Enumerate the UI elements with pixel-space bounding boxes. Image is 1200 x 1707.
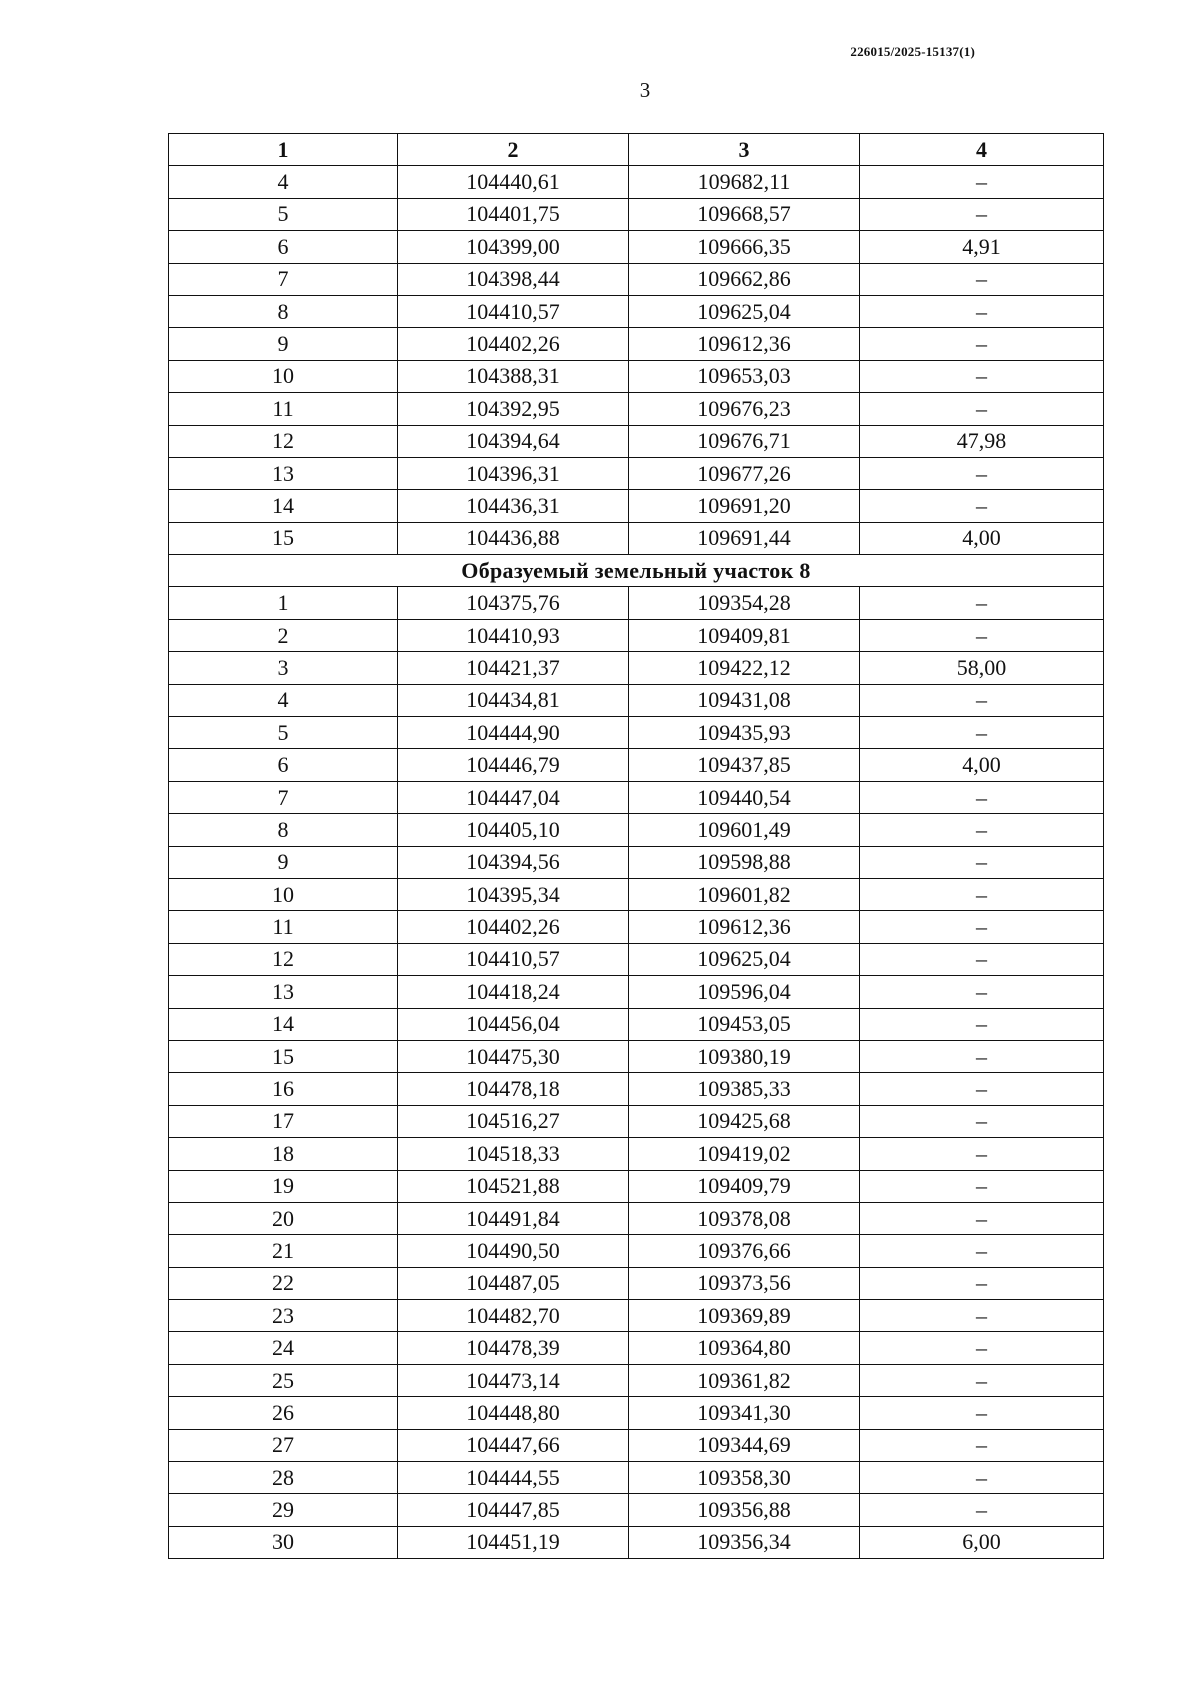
distance-cell: – [860,198,1104,230]
point-number-cell: 29 [169,1494,398,1526]
point-number-cell: 14 [169,490,398,522]
point-number-cell: 8 [169,814,398,846]
distance-cell: 58,00 [860,652,1104,684]
table-row [169,328,1104,360]
table-row [169,263,1104,295]
page-number: 3 [639,78,651,102]
y-coordinate-cell: 109419,02 [629,1138,860,1170]
y-coordinate-cell: 109376,66 [629,1235,860,1267]
y-coordinate-cell: 109378,08 [629,1202,860,1234]
distance-cell: – [860,457,1104,489]
point-number-cell: 14 [169,1008,398,1040]
point-number-cell: 2 [169,619,398,651]
table-row [169,166,1104,198]
x-coordinate-cell: 104402,26 [398,328,629,360]
table-row [169,717,1104,749]
y-coordinate-cell: 109341,30 [629,1397,860,1429]
y-coordinate-cell: 109662,86 [629,263,860,295]
table-row [169,878,1104,910]
section-header [169,555,1104,587]
y-coordinate-cell: 109625,04 [629,295,860,327]
table-row [169,522,1104,554]
y-coordinate-cell: 109676,71 [629,425,860,457]
point-number-cell: 11 [169,393,398,425]
table-row [169,1105,1104,1137]
distance-cell: – [860,1138,1104,1170]
point-number-cell: 10 [169,878,398,910]
table-row [169,619,1104,651]
x-coordinate-cell: 104447,04 [398,781,629,813]
distance-cell: – [860,1429,1104,1461]
x-coordinate-cell: 104434,81 [398,684,629,716]
table-row [169,684,1104,716]
point-number-cell: 17 [169,1105,398,1137]
point-number-cell: 20 [169,1202,398,1234]
distance-cell: – [860,878,1104,910]
point-number-cell: 12 [169,425,398,457]
table-row [169,1267,1104,1299]
point-number-cell: 8 [169,295,398,327]
y-coordinate-cell: 109358,30 [629,1462,860,1494]
y-coordinate-cell: 109666,35 [629,231,860,263]
distance-cell: – [860,1332,1104,1364]
x-coordinate-cell: 104451,19 [398,1526,629,1558]
x-coordinate-cell: 104392,95 [398,393,629,425]
y-coordinate-cell: 109344,69 [629,1429,860,1461]
table-row [169,814,1104,846]
coordinates-table [168,133,1104,1559]
y-coordinate-cell: 109369,89 [629,1300,860,1332]
table-row [169,587,1104,619]
header-row [169,134,1104,166]
y-coordinate-cell: 109380,19 [629,1040,860,1072]
x-coordinate-cell: 104436,88 [398,522,629,554]
x-coordinate-cell: 104473,14 [398,1364,629,1396]
table-row [169,393,1104,425]
y-coordinate-cell: 109598,88 [629,846,860,878]
table-row [169,1170,1104,1202]
distance-cell: – [860,814,1104,846]
x-coordinate-cell: 104375,76 [398,587,629,619]
distance-cell: – [860,1494,1104,1526]
table-row [169,1429,1104,1461]
table-row [169,781,1104,813]
distance-cell: – [860,1397,1104,1429]
distance-cell: – [860,295,1104,327]
table-row [169,231,1104,263]
y-coordinate-cell: 109691,44 [629,522,860,554]
x-coordinate-cell: 104447,85 [398,1494,629,1526]
x-coordinate-cell: 104421,37 [398,652,629,684]
table-row [169,976,1104,1008]
y-coordinate-cell: 109361,82 [629,1364,860,1396]
point-number-cell: 28 [169,1462,398,1494]
distance-cell: – [860,781,1104,813]
point-number-cell: 6 [169,749,398,781]
distance-cell: – [860,1462,1104,1494]
table-header [169,134,1104,166]
point-number-cell: 7 [169,781,398,813]
y-coordinate-cell: 109653,03 [629,360,860,392]
point-number-cell: 21 [169,1235,398,1267]
point-number-cell: 15 [169,522,398,554]
y-coordinate-cell: 109425,68 [629,1105,860,1137]
y-coordinate-cell: 109601,82 [629,878,860,910]
x-coordinate-cell: 104446,79 [398,749,629,781]
y-coordinate-cell: 109601,49 [629,814,860,846]
point-number-cell: 1 [169,587,398,619]
table-row [169,652,1104,684]
point-number-cell: 9 [169,328,398,360]
table-row [169,1008,1104,1040]
x-coordinate-cell: 104399,00 [398,231,629,263]
distance-cell: – [860,1073,1104,1105]
point-number-cell: 4 [169,684,398,716]
distance-cell: – [860,490,1104,522]
table-row [169,1073,1104,1105]
y-coordinate-cell: 109409,81 [629,619,860,651]
x-coordinate-cell: 104478,39 [398,1332,629,1364]
y-coordinate-cell: 109677,26 [629,457,860,489]
table-row [169,1332,1104,1364]
distance-cell: – [860,1267,1104,1299]
distance-cell: – [860,1105,1104,1137]
table-row [169,911,1104,943]
y-coordinate-cell: 109453,05 [629,1008,860,1040]
x-coordinate-cell: 104418,24 [398,976,629,1008]
x-coordinate-cell: 104448,80 [398,1397,629,1429]
point-number-cell: 23 [169,1300,398,1332]
x-coordinate-cell: 104388,31 [398,360,629,392]
x-coordinate-cell: 104490,50 [398,1235,629,1267]
point-number-cell: 11 [169,911,398,943]
distance-cell: – [860,1202,1104,1234]
x-coordinate-cell: 104444,90 [398,717,629,749]
distance-cell: – [860,1008,1104,1040]
table-row [169,425,1104,457]
distance-cell: – [860,911,1104,943]
section-title-row [169,555,1104,587]
point-number-cell: 30 [169,1526,398,1558]
point-number-cell: 19 [169,1170,398,1202]
distance-cell: – [860,619,1104,651]
y-coordinate-cell: 109612,36 [629,911,860,943]
column-header-4: 4 [860,134,1104,166]
point-number-cell: 13 [169,457,398,489]
point-number-cell: 27 [169,1429,398,1461]
distance-cell: 4,00 [860,522,1104,554]
table-row [169,943,1104,975]
y-coordinate-cell: 109596,04 [629,976,860,1008]
table-row [169,198,1104,230]
x-coordinate-cell: 104487,05 [398,1267,629,1299]
x-coordinate-cell: 104447,66 [398,1429,629,1461]
distance-cell: – [860,1170,1104,1202]
table-row [169,1397,1104,1429]
x-coordinate-cell: 104394,56 [398,846,629,878]
y-coordinate-cell: 109422,12 [629,652,860,684]
y-coordinate-cell: 109356,34 [629,1526,860,1558]
y-coordinate-cell: 109437,85 [629,749,860,781]
x-coordinate-cell: 104436,31 [398,490,629,522]
document-id: 226015/2025-15137(1) [850,44,975,59]
x-coordinate-cell: 104410,57 [398,295,629,327]
distance-cell: – [860,393,1104,425]
table-row [169,1040,1104,1072]
x-coordinate-cell: 104402,26 [398,911,629,943]
point-number-cell: 9 [169,846,398,878]
distance-cell: 47,98 [860,425,1104,457]
distance-cell: 4,91 [860,231,1104,263]
distance-cell: 4,00 [860,749,1104,781]
x-coordinate-cell: 104518,33 [398,1138,629,1170]
section-title: Образуемый земельный участок 8 [169,555,1104,587]
y-coordinate-cell: 109364,80 [629,1332,860,1364]
table-row [169,490,1104,522]
table-row [169,846,1104,878]
x-coordinate-cell: 104478,18 [398,1073,629,1105]
point-number-cell: 15 [169,1040,398,1072]
y-coordinate-cell: 109440,54 [629,781,860,813]
table-row [169,457,1104,489]
point-number-cell: 5 [169,198,398,230]
x-coordinate-cell: 104475,30 [398,1040,629,1072]
x-coordinate-cell: 104395,34 [398,878,629,910]
y-coordinate-cell: 109668,57 [629,198,860,230]
distance-cell: – [860,1040,1104,1072]
point-number-cell: 18 [169,1138,398,1170]
distance-cell: – [860,717,1104,749]
table-body-part2 [169,587,1104,1559]
x-coordinate-cell: 104521,88 [398,1170,629,1202]
distance-cell: – [860,943,1104,975]
table-row [169,295,1104,327]
y-coordinate-cell: 109385,33 [629,1073,860,1105]
point-number-cell: 12 [169,943,398,975]
y-coordinate-cell: 109356,88 [629,1494,860,1526]
distance-cell: – [860,1364,1104,1396]
table-row [169,1202,1104,1234]
x-coordinate-cell: 104456,04 [398,1008,629,1040]
table-row [169,1364,1104,1396]
y-coordinate-cell: 109612,36 [629,328,860,360]
point-number-cell: 13 [169,976,398,1008]
table-row [169,1235,1104,1267]
column-header-3: 3 [629,134,860,166]
table-row [169,360,1104,392]
x-coordinate-cell: 104482,70 [398,1300,629,1332]
x-coordinate-cell: 104396,31 [398,457,629,489]
distance-cell: – [860,166,1104,198]
point-number-cell: 10 [169,360,398,392]
y-coordinate-cell: 109435,93 [629,717,860,749]
y-coordinate-cell: 109354,28 [629,587,860,619]
y-coordinate-cell: 109409,79 [629,1170,860,1202]
x-coordinate-cell: 104401,75 [398,198,629,230]
x-coordinate-cell: 104398,44 [398,263,629,295]
point-number-cell: 3 [169,652,398,684]
y-coordinate-cell: 109691,20 [629,490,860,522]
distance-cell: – [860,976,1104,1008]
y-coordinate-cell: 109625,04 [629,943,860,975]
distance-cell: – [860,263,1104,295]
table-row [169,1494,1104,1526]
table-row [169,1138,1104,1170]
point-number-cell: 6 [169,231,398,263]
point-number-cell: 4 [169,166,398,198]
distance-cell: – [860,360,1104,392]
x-coordinate-cell: 104410,57 [398,943,629,975]
point-number-cell: 22 [169,1267,398,1299]
x-coordinate-cell: 104491,84 [398,1202,629,1234]
column-header-1: 1 [169,134,398,166]
table-row [169,1300,1104,1332]
point-number-cell: 26 [169,1397,398,1429]
x-coordinate-cell: 104444,55 [398,1462,629,1494]
distance-cell: – [860,587,1104,619]
x-coordinate-cell: 104516,27 [398,1105,629,1137]
table-row [169,749,1104,781]
distance-cell: – [860,328,1104,360]
x-coordinate-cell: 104440,61 [398,166,629,198]
point-number-cell: 5 [169,717,398,749]
x-coordinate-cell: 104405,10 [398,814,629,846]
y-coordinate-cell: 109682,11 [629,166,860,198]
column-header-2: 2 [398,134,629,166]
table-row [169,1526,1104,1558]
y-coordinate-cell: 109676,23 [629,393,860,425]
distance-cell: – [860,846,1104,878]
point-number-cell: 25 [169,1364,398,1396]
point-number-cell: 7 [169,263,398,295]
x-coordinate-cell: 104410,93 [398,619,629,651]
distance-cell: – [860,1300,1104,1332]
point-number-cell: 16 [169,1073,398,1105]
distance-cell: – [860,684,1104,716]
table-row [169,1462,1104,1494]
x-coordinate-cell: 104394,64 [398,425,629,457]
distance-cell: 6,00 [860,1526,1104,1558]
point-number-cell: 24 [169,1332,398,1364]
y-coordinate-cell: 109431,08 [629,684,860,716]
table-body-part1 [169,166,1104,555]
y-coordinate-cell: 109373,56 [629,1267,860,1299]
distance-cell: – [860,1235,1104,1267]
